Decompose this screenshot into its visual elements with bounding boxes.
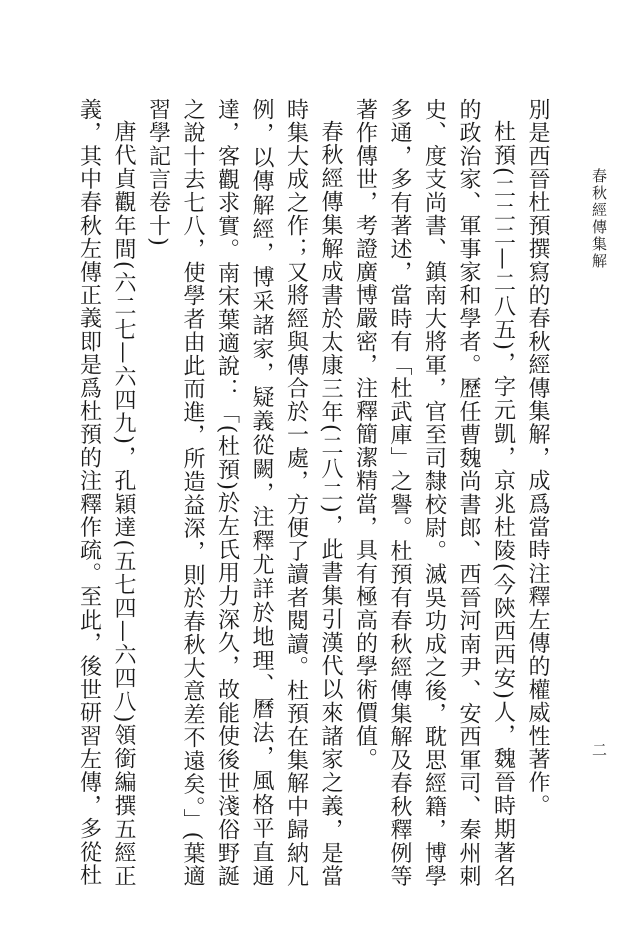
paragraph-2: 杜預(二二二—二八五)，字元凱，京兆杜陵(今陝西西安)人，魏晉時期著名的政治家、軍事家和學者。歷任曹魏尚書郎、西晉河南尹、安西軍司、秦州刺史、度支尚書、鎮南大將軍，官至司隸校尉。滅吳功成之後，耽思經籍，博學多通，多有著述，當時有「杜武庫」之譽。杜預有春秋經傳集解及春秋釋例等著作傳世，考證廣博嚴密，注釋簡潔精當，具有極高的學術價值。: [352, 98, 516, 888]
text-body: [76, 98, 554, 888]
paragraph-1: 別是西晉杜預撰寫的春秋經傳集解，成爲當時注釋左傳的權威性著作。: [525, 98, 550, 818]
running-title: 春秋經傳集解: [590, 168, 608, 270]
paragraph-4: 唐代貞觀年間(六二七—六四九)，孔穎達(五七四—六四八)領銜編撰五經正義，其中春秋左傳正義即是爲杜預的注釋作疏。至此，後世研習左傳，多從杜: [76, 98, 136, 888]
page-number: 二: [590, 742, 608, 757]
paragraph-3: 春秋經傳集解成書於太康三年(二八二)，此書集引漢代以來諸家之義，是當時集大成之作；又將經與傳合於一處，方便了讀者閱讀。杜預在集解中歸納凡例，以傳解經，博采諸家，疑義從闕，注釋尤詳於地理、曆法，風格平直通達，客觀求實。南宋葉適說：「(杜預)於左氏用力深久，故能使後世淺俗野誕之說十去七八，使學者由此而進，所造益深，則於春秋大意差不遠矣。」(葉適習學記言卷十): [145, 98, 343, 888]
